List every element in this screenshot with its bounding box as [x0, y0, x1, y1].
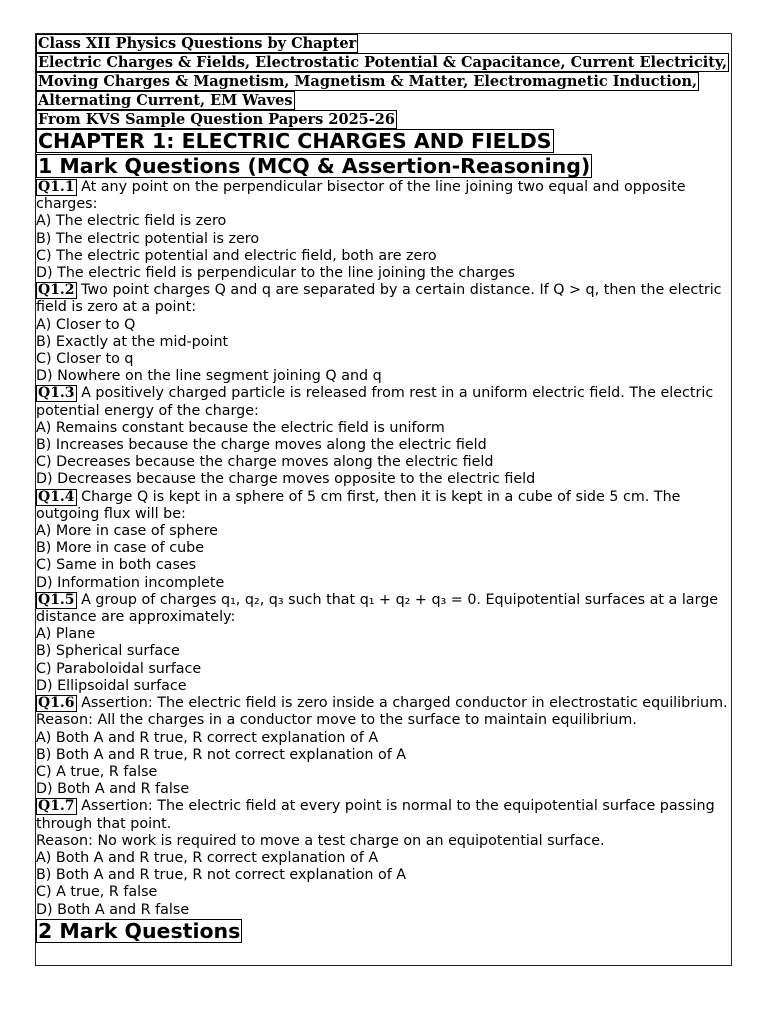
question-block: [36, 179, 731, 282]
header-chapters-line-1: [36, 53, 731, 72]
section-heading-two-mark: 2 Mark Questions: [38, 918, 241, 943]
question-stem-row: [36, 695, 731, 712]
chapters-list-1: Electric Charges & Fields, Electrostatic Potential & Capacitance, Current Electricity,: [38, 54, 728, 71]
question-option: A) Closer to Q: [36, 316, 136, 333]
question-reason: Reason: No work is required to move a test charge on an equipotential surface.: [36, 832, 605, 849]
section-two-mark-row: [36, 919, 731, 944]
question-option: A) More in case of sphere: [36, 523, 218, 540]
question-block: [36, 695, 731, 798]
source-note: From KVS Sample Question Papers 2025-26: [38, 111, 395, 128]
question-number: Q1.3: [38, 385, 75, 402]
header-source-line: [36, 110, 731, 129]
question-option: B) The electric potential is zero: [36, 230, 260, 247]
question-text: A group of charges q₁, q₂, q₃ such that q₁ + q₂ + q₃ = 0. Equipotential surfaces at a large distance are approximately:: [36, 591, 719, 626]
question-option: C) The electric potential and electric field, both are zero: [36, 247, 437, 264]
question-stem-row: [36, 282, 731, 316]
question-text: Assertion: The electric field is zero inside a charged conductor in electrostatic equilibrium.: [81, 695, 728, 712]
question-number: Q1.2: [38, 282, 75, 299]
question-option: D) Both A and R false: [36, 901, 190, 918]
question-option: B) Spherical surface: [36, 643, 180, 660]
question-option: A) Plane: [36, 626, 96, 643]
question-option: C) Decreases because the charge moves along the electric field: [36, 454, 494, 471]
question-stem-row: [36, 179, 731, 213]
question-stem-row: [36, 489, 731, 523]
chapter-heading: CHAPTER 1: ELECTRIC CHARGES AND FIELDS: [38, 129, 552, 153]
question-option: B) Increases because the charge moves along the electric field: [36, 437, 487, 454]
question-number: Q1.4: [38, 488, 75, 505]
question-block: [36, 282, 731, 385]
question-option: C) A true, R false: [36, 884, 158, 901]
question-option: A) The electric field is zero: [36, 213, 227, 230]
question-option: B) Both A and R true, R not correct explanation of A: [36, 746, 407, 763]
question-option: A) Remains constant because the electric field is uniform: [36, 419, 445, 436]
question-stem-row: [36, 592, 731, 626]
question-option: A) Both A and R true, R correct explanation of A: [36, 849, 379, 866]
question-option: D) Ellipsoidal surface: [36, 677, 187, 694]
question-text: A positively charged particle is released from rest in a uniform electric field. The electric potential energy of the charge:: [36, 385, 714, 419]
question-number: Q1.5: [38, 591, 75, 608]
question-text: Charge Q is kept in a sphere of 5 cm first, then it is kept in a cube of side 5 cm. The outgoing flux will be:: [36, 488, 681, 522]
question-option: D) Decreases because the charge moves opposite to the electric field: [36, 471, 536, 488]
question-block: [36, 798, 731, 918]
chapters-list-2: Moving Charges & Magnetism, Magnetism & Matter, Electromagnetic Induction,: [38, 73, 698, 90]
question-reason: Reason: All the charges in a conductor move to the surface to maintain equilibrium.: [36, 712, 637, 729]
question-option: C) Paraboloidal surface: [36, 660, 202, 677]
question-option: B) Exactly at the mid-point: [36, 333, 229, 350]
chapters-list-3: Alternating Current, EM Waves: [38, 92, 293, 109]
question-text: Two point charges Q and q are separated by a certain distance. If Q > q, then the electric field is zero at a point:: [36, 282, 722, 316]
question-block: [36, 592, 731, 695]
question-option: A) Both A and R true, R correct explanation of A: [36, 729, 379, 746]
question-option: B) More in case of cube: [36, 540, 205, 557]
question-option: D) Both A and R false: [36, 781, 190, 798]
question-option: C) Same in both cases: [36, 557, 197, 574]
question-list: [36, 179, 731, 919]
question-option: C) A true, R false: [36, 763, 158, 780]
question-number: Q1.1: [38, 179, 75, 195]
header-chapters-line-2: [36, 72, 731, 91]
question-option: D) Information incomplete: [36, 574, 225, 591]
question-option: C) Closer to q: [36, 351, 134, 368]
question-stem-row: [36, 798, 731, 832]
question-text: At any point on the perpendicular bisector of the line joining two equal and opposite charges:: [36, 179, 686, 213]
section-one-mark-row: [36, 154, 731, 179]
section-heading-one-mark: 1 Mark Questions (MCQ & Assertion-Reasoning): [38, 154, 591, 178]
doc-title: Class XII Physics Questions by Chapter: [38, 35, 357, 52]
question-option: D) The electric field is perpendicular to the line joining the charges: [36, 265, 516, 282]
chapter-heading-row: [36, 129, 731, 154]
document-page: [35, 33, 732, 966]
question-number: Q1.7: [38, 798, 75, 815]
question-stem-row: [36, 385, 731, 419]
question-option: D) Nowhere on the line segment joining Q and q: [36, 368, 382, 385]
header-title-line: [36, 34, 731, 53]
question-option: B) Both A and R true, R not correct explanation of A: [36, 867, 407, 884]
header-chapters-line-3: [36, 91, 731, 110]
question-block: [36, 385, 731, 488]
question-block: [36, 489, 731, 592]
question-number: Q1.6: [38, 695, 75, 712]
question-text: Assertion: The electric field at every point is normal to the equipotential surface passing through that point.: [36, 798, 715, 832]
